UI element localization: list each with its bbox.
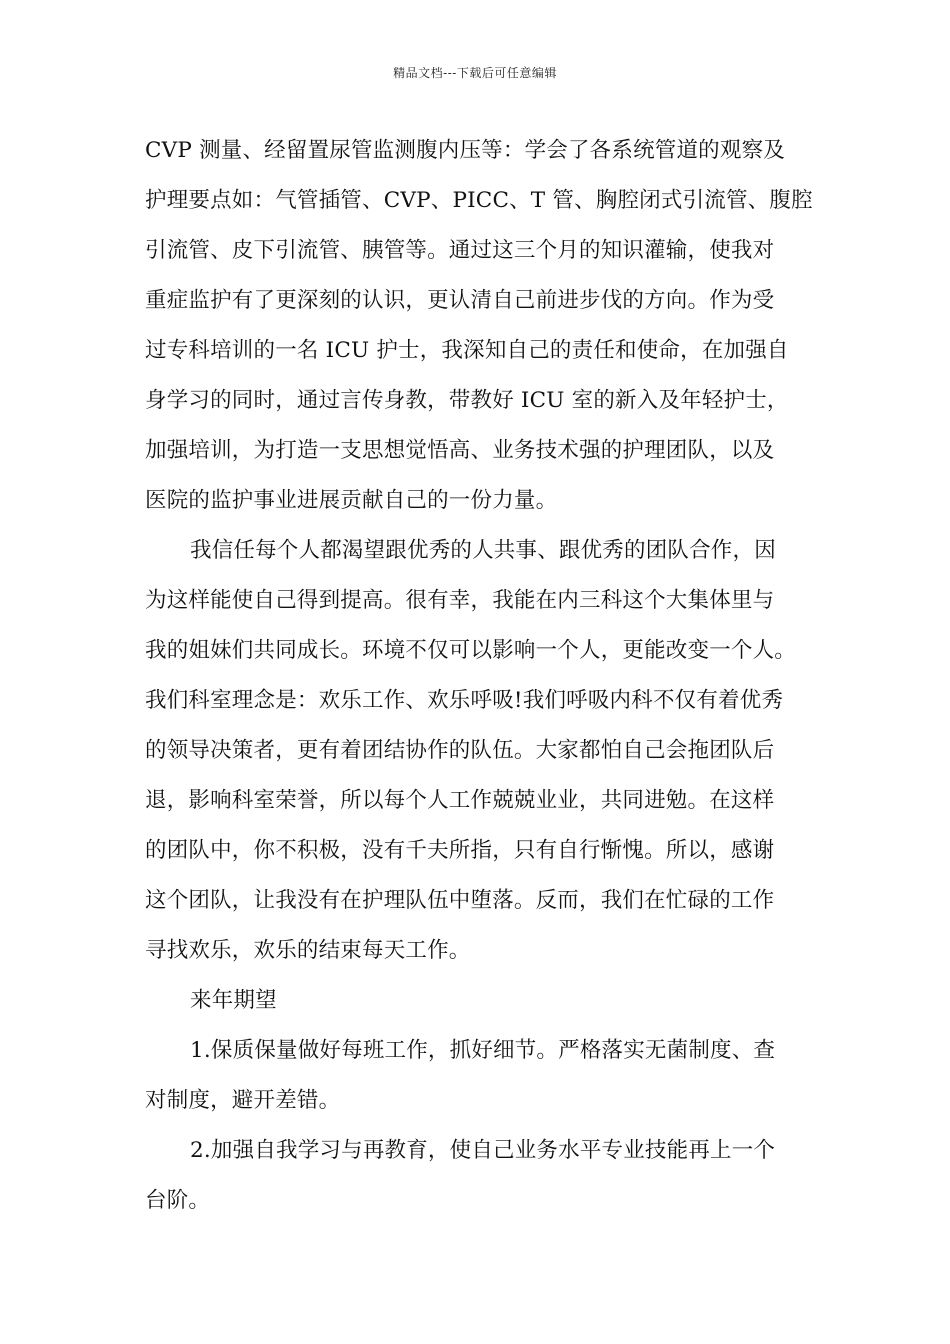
text-line: 引流管、皮下引流管、胰管等。通过这三个月的知识灌输，使我对: [145, 238, 775, 263]
text-line: 的领导决策者，更有着团结协作的队伍。大家都怕自己会拖团队后: [145, 738, 775, 763]
list-item-first-line: 2.加强自我学习与再教育，使自己业务水平专业技能再上一个: [190, 1138, 776, 1163]
section-heading: 来年期望: [190, 988, 277, 1013]
text-line: 为这样能使自己得到提高。很有幸，我能在内三科这个大集体里与: [145, 588, 775, 613]
text-line: 台阶。: [145, 1188, 211, 1213]
text-line: CVP 测量、经留置尿管监测腹内压等：学会了各系统管道的观察及: [145, 138, 785, 163]
list-item-first-line: 1.保质保量做好每班工作，抓好细节。严格落实无菌制度、查: [190, 1038, 776, 1063]
text-line: 对制度，避开差错。: [145, 1088, 341, 1113]
text-line: 加强培训，为打造一支思想觉悟高、业务技术强的护理团队，以及: [145, 438, 775, 463]
text-line: 寻找欢乐，欢乐的结束每天工作。: [145, 938, 471, 963]
page-header: 精品文档---下载后可任意编辑: [393, 66, 557, 80]
text-line: 退，影响科室荣誉，所以每个人工作兢兢业业，共同进勉。在这样: [145, 788, 775, 813]
text-line: 我的姐妹们共同成长。环境不仅可以影响一个人，更能改变一个人。: [145, 638, 797, 663]
paragraph-first-line: 我信任每个人都渴望跟优秀的人共事、跟优秀的团队合作，因: [190, 538, 776, 563]
text-line: 过专科培训的一名 ICU 护士，我深知自己的责任和使命，在加强自: [145, 338, 789, 363]
text-line: 这个团队，让我没有在护理队伍中堕落。反而，我们在忙碌的工作: [145, 888, 775, 913]
text-line: 重症监护有了更深刻的认识，更认清自己前进步伐的方向。作为受: [145, 288, 775, 313]
text-line: 的团队中，你不积极，没有千夫所指，只有自行惭愧。所以，感谢: [145, 838, 775, 863]
text-line: 医院的监护事业进展贡献自己的一份力量。: [145, 488, 558, 513]
text-line: 我们科室理念是：欢乐工作、欢乐呼吸!我们呼吸内科不仅有着优秀: [145, 688, 784, 713]
text-line: 身学习的同时，通过言传身教，带教好 ICU 室的新入及年轻护士，: [145, 388, 789, 413]
text-line: 护理要点如：气管插管、CVP、PICC、T 管、胸腔闭式引流管、腹腔: [145, 188, 813, 213]
